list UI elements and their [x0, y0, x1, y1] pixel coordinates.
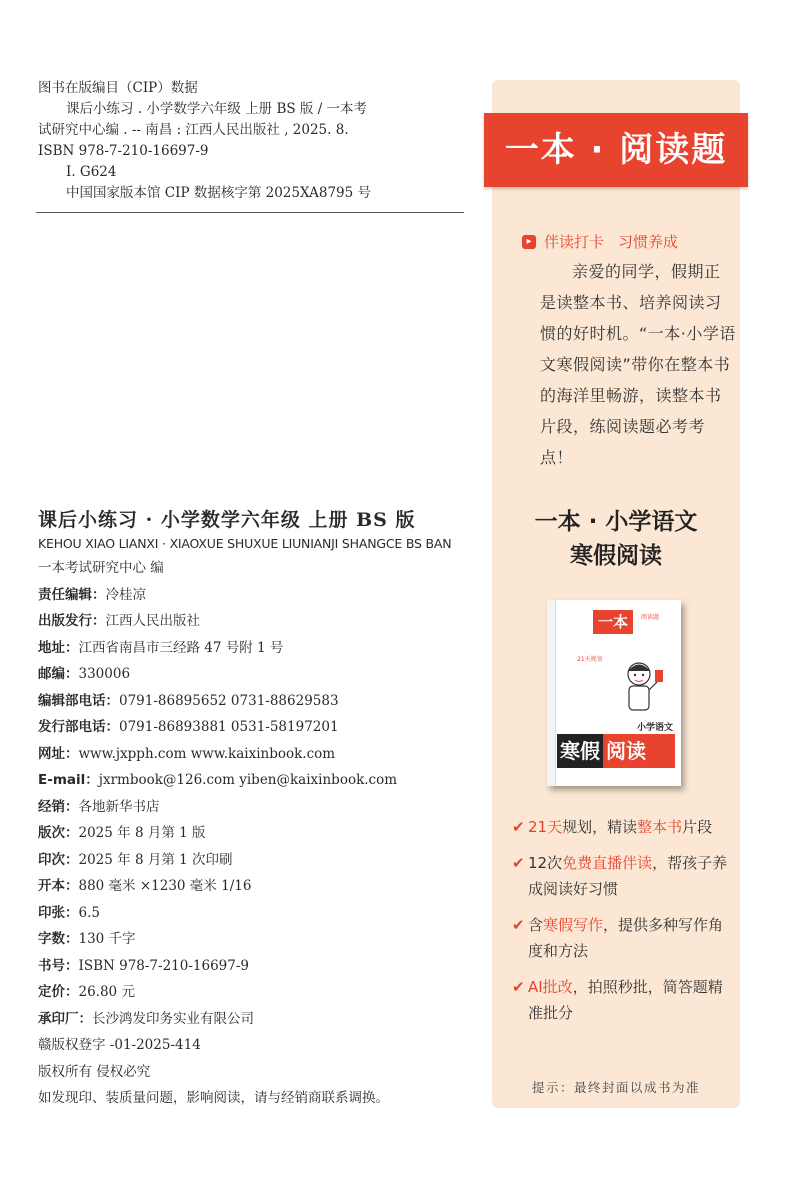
ad-banner: 一本 · 阅读题 [484, 113, 748, 187]
colophon-row: 书号：ISBN 978-7-210-16697-9 [38, 957, 250, 974]
cip-block [38, 78, 468, 204]
book-title: 课后小练习 · 小学数学六年级 上册 BS 版 [38, 509, 416, 531]
chevron-right-icon: ▸ [522, 235, 536, 249]
colophon [38, 505, 478, 1112]
colophon-row: 开本：880 毫米 ×1230 毫米 1/16 [38, 878, 252, 894]
colophon-row: 网址：www.jxpph.com www.kaixinbook.com [38, 745, 336, 762]
colophon-row: 地址：江西省南昌市三经路 47 号附 1 号 [38, 639, 284, 656]
tag-1: 伴读打卡 [544, 233, 605, 251]
colophon-row: 版次：2025 年 8 月第 1 版 [38, 825, 206, 841]
feature-item: ✔ 12次免费直播伴读，帮孩子养成阅读好习惯 [512, 850, 736, 902]
cover-spine [547, 600, 556, 786]
product-title-line2: 寒假阅读 [570, 543, 662, 569]
cip-line2: 试研究中心编 . -- 南昌 : 江西人民出版社 , 2025. 8. [38, 122, 349, 138]
feature-item: ✔ 含寒假写作，提供多种写作角度和方法 [512, 912, 736, 964]
product-title-line1: 一本 · 小学语文 [534, 509, 698, 535]
cip-divider [36, 212, 464, 213]
check-icon: ✔ [512, 978, 525, 996]
check-icon: ✔ [512, 854, 525, 872]
colophon-row: 出版发行：江西人民出版社 [38, 613, 200, 629]
colophon-row: E-mail：jxrmbook@126.com yiben@kaixinbook.com [38, 772, 398, 788]
check-icon: ✔ [512, 916, 525, 934]
ad-tagline [522, 231, 678, 252]
feature-item: ✔ AI批改，拍照秒批，简答题精准批分 [512, 974, 736, 1026]
cover-small-text: 21天规划 [577, 656, 603, 663]
colophon-row: 印次：2025 年 8 月第 1 次印刷 [38, 851, 233, 868]
cip-line1: 课后小练习 . 小学数学六年级 上册 BS 版 / 一本考 [66, 101, 368, 117]
cover-badge: 阅读题 [641, 614, 660, 621]
feature-list [512, 814, 736, 1036]
copyright-registration: 赣版权登字 -01-2025-414 [38, 1037, 201, 1053]
cover-disclaimer: 提示：最终封面以成书为准 [531, 1080, 700, 1095]
product-title [496, 505, 736, 573]
cover-logo: 一本 [593, 610, 633, 634]
colophon-row: 发行部电话：0791-86893881 0531-58197201 [38, 719, 339, 735]
quality-notice: 如发现印、装质量问题，影响阅读，请与经销商联系调换。 [38, 1090, 389, 1106]
colophon-row: 印张：6.5 [38, 904, 100, 921]
cip-isbn: ISBN 978-7-210-16697-9 [38, 143, 209, 159]
cip-class: Ⅰ. G624 [66, 164, 117, 180]
colophon-row: 邮编：330006 [38, 666, 131, 682]
author-line: 一本考试研究中心 编 [38, 560, 164, 576]
book-cover-image [547, 600, 681, 786]
feature-item: ✔ 21天规划，精读整本书片段 [512, 814, 736, 840]
colophon-row: 责任编辑：冷桂凉 [38, 586, 146, 603]
tag-2: 习惯养成 [618, 233, 679, 251]
colophon-row: 编辑部电话：0791-86895652 0731-88629583 [38, 692, 339, 709]
rights-reserved: 版权所有 侵权必究 [38, 1063, 151, 1080]
ad-intro: 亲爱的同学，假期正是读整本书、培养阅读习惯的好时机。“一本·小学语文寒假阅读”带你在整本书的海洋里畅游，读整本书片段，练阅读题必考考点！ [540, 262, 736, 467]
colophon-row: 字数：130 千字 [38, 931, 136, 947]
book-pinyin: KEHOU XIAO LIANXI · XIAOXUE SHUXUE LIUNIANJI SHANGCE BS BAN [38, 536, 452, 551]
check-icon: ✔ [512, 818, 525, 836]
colophon-row: 承印厂：长沙鸿发印务实业有限公司 [38, 1010, 254, 1027]
colophon-row: 经销：各地新华书店 [38, 798, 160, 815]
colophon-row: 定价：26.80 元 [38, 984, 135, 1000]
cover-subtitle: 小学语文 [636, 723, 673, 733]
cip-record: 中国国家版本馆 CIP 数据核字第 2025XA8795 号 [66, 185, 372, 201]
cip-heading: 图书在版编目（CIP）数据 [38, 80, 198, 96]
child-illustration-icon [619, 658, 665, 720]
cover-main-title: 寒假 阅读 [557, 734, 675, 768]
